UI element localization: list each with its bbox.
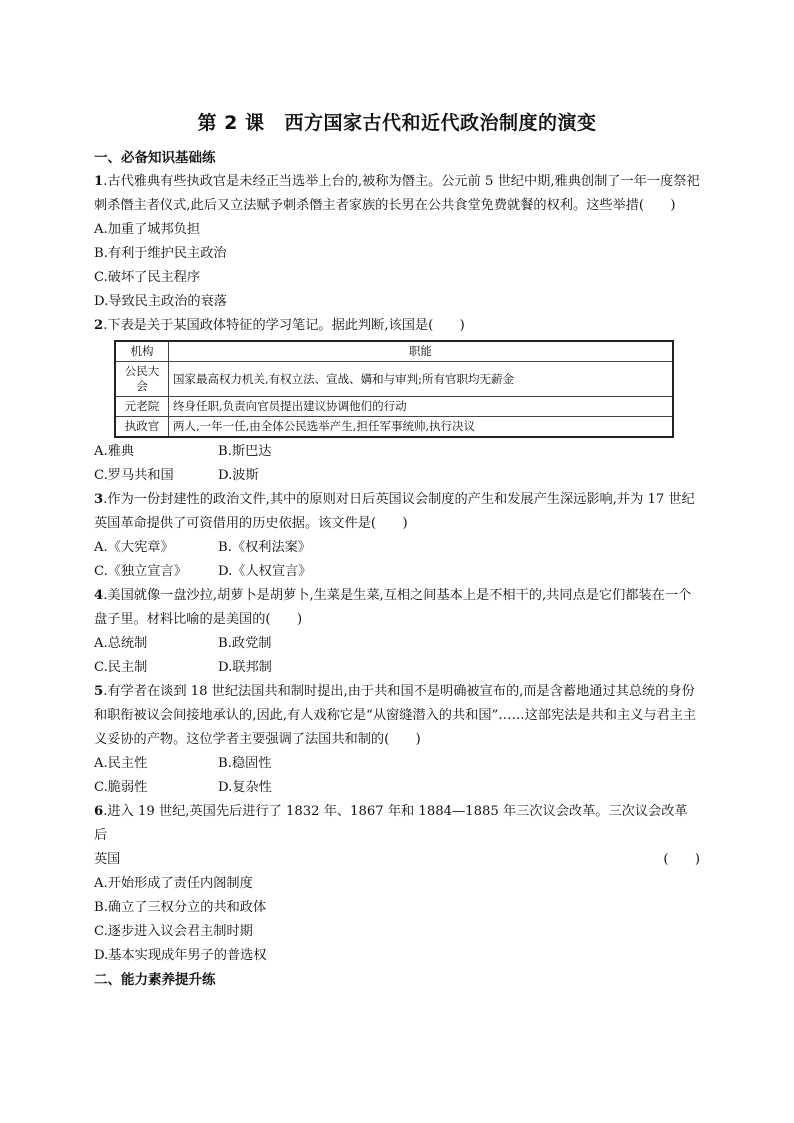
question-5-option-d: D.复杂性 [218, 780, 272, 795]
question-6-stem [94, 800, 700, 848]
question-4-option-d: D.联邦制 [218, 660, 272, 675]
question-text: .作为一份封建性的政治文件,其中的原则对日后英国议会制度的产生和发展产生深远影响,并为 17 世纪英国革命提供了可资借用的历史依据。该文件是( ) [94, 492, 695, 531]
answer-blank: ( ) [663, 852, 700, 867]
section-heading-basic: 一、必备知识基础练 [94, 150, 216, 166]
question-text: .古代雅典有些执政官是未经正当选举上台的,被称为僭主。公元前 5 世纪中期,雅典创制了一年一度祭祀刺杀僭主者仪式,此后又立法赋予刺杀僭主者家族的长男在公共食堂免费就餐的权利。这些举措( ) [94, 174, 700, 213]
question-2-option-d: D.波斯 [218, 468, 259, 483]
question-1-option-a: A.加重了城邦负担 [94, 222, 201, 237]
question-5-option-b: B.稳固性 [218, 756, 272, 771]
table-cell-duty: 终身任职,负责向官员提出建议协调他们的行动 [169, 397, 674, 417]
question-3-stem [94, 488, 700, 536]
question-5-stem [94, 680, 700, 752]
question-2-stem [94, 314, 700, 338]
question-text-end: 英国 [94, 852, 121, 867]
question-5-options-row-1 [94, 752, 700, 776]
table-row [115, 417, 673, 438]
lesson-name: 西方国家古代和近代政治制度的演变 [284, 112, 597, 134]
question-number: 4 [94, 588, 104, 603]
question-1-option-c: C.破坏了民主程序 [94, 270, 201, 285]
question-2-option-c: C.罗马共和国 [94, 468, 174, 483]
question-6-option-d: D.基本实现成年男子的普选权 [94, 948, 267, 963]
question-6-option-b: B.确立了三权分立的共和政体 [94, 900, 267, 915]
question-5-option-c: C.脆弱性 [94, 780, 148, 795]
table-row [115, 362, 673, 397]
question-2-options-row-2 [94, 464, 700, 488]
question-6-option-a: A.开始形成了责任内阁制度 [94, 876, 253, 891]
question-2-option-b: B.斯巴达 [218, 444, 272, 459]
question-number: 5 [94, 684, 104, 699]
question-4-stem [94, 584, 700, 632]
question-4-options-row-1 [94, 632, 700, 656]
question-3-option-a: A.《大宪章》 [94, 540, 174, 555]
table-header-row [115, 341, 673, 362]
table-header-duty: 职能 [169, 341, 674, 362]
question-4-option-a: A.总统制 [94, 636, 148, 651]
question-4-option-c: C.民主制 [94, 660, 148, 675]
question-2-options-row-1 [94, 440, 700, 464]
question-3-option-b: B.《权利法案》 [218, 540, 312, 555]
table-cell-duty: 两人,一年一任,由全体公民选举产生,担任军事统帅,执行决议 [169, 417, 674, 438]
question-6-option-c: C.逐步进入议会君主制时期 [94, 924, 253, 939]
question-3-option-c: C.《独立宣言》 [94, 564, 187, 579]
question-number: 6 [94, 804, 104, 819]
question-4-options-row-2 [94, 656, 700, 680]
question-number: 3 [94, 492, 104, 507]
question-number: 2 [94, 318, 104, 333]
question-6-stem-end [94, 848, 700, 872]
question-3-option-d: D.《人权宣言》 [218, 564, 312, 579]
question-3-options-row-1 [94, 536, 700, 560]
lesson-number: 第 2 课 [197, 112, 265, 134]
worksheet-content [94, 146, 700, 992]
question-1-option-d: D.导致民主政治的衰落 [94, 294, 227, 309]
table-cell-org: 执政官 [115, 417, 169, 438]
question-2-option-a: A.雅典 [94, 444, 135, 459]
question-3-options-row-2 [94, 560, 700, 584]
question-4-option-b: B.政党制 [218, 636, 272, 651]
government-table [114, 340, 674, 438]
table-cell-duty: 国家最高权力机关,有权立法、宣战、媾和与审判;所有官职均无薪金 [169, 362, 674, 397]
question-text: .有学者在谈到 18 世纪法国共和制时提出,由于共和国不是明确被宣布的,而是含蓄地通过其总统的身份和职衔被议会间接地承认的,因此,有人戏称它是“从窗缝潜入的共和国”……这部宪法是共和主义与君主主义妥协的产物。这位学者主要强调了法国共和制的( ) [94, 684, 697, 747]
section-heading-advanced: 二、能力素养提升练 [94, 972, 216, 988]
table-cell-org: 元老院 [115, 397, 169, 417]
table-row [115, 397, 673, 417]
question-1-stem [94, 170, 700, 218]
table-header-org: 机构 [115, 341, 169, 362]
page-title [0, 108, 794, 135]
question-text: .下表是关于某国政体特征的学习笔记。据此判断,该国是( ) [103, 318, 465, 333]
question-5-option-a: A.民主性 [94, 756, 148, 771]
question-text: .美国就像一盘沙拉,胡萝卜是胡萝卜,生菜是生菜,互相之间基本上是不相干的,共同点是它们都装在一个盘子里。材料比喻的是美国的( ) [94, 588, 692, 627]
table-cell-org: 公民大会 [115, 362, 169, 397]
question-1-option-b: B.有利于维护民主政治 [94, 246, 227, 261]
question-number: 1 [94, 174, 104, 189]
question-text: .进入 19 世纪,英国先后进行了 1832 年、1867 年和 1884—1885 年三次议会改革。三次议会改革后 [94, 804, 688, 843]
question-5-options-row-2 [94, 776, 700, 800]
